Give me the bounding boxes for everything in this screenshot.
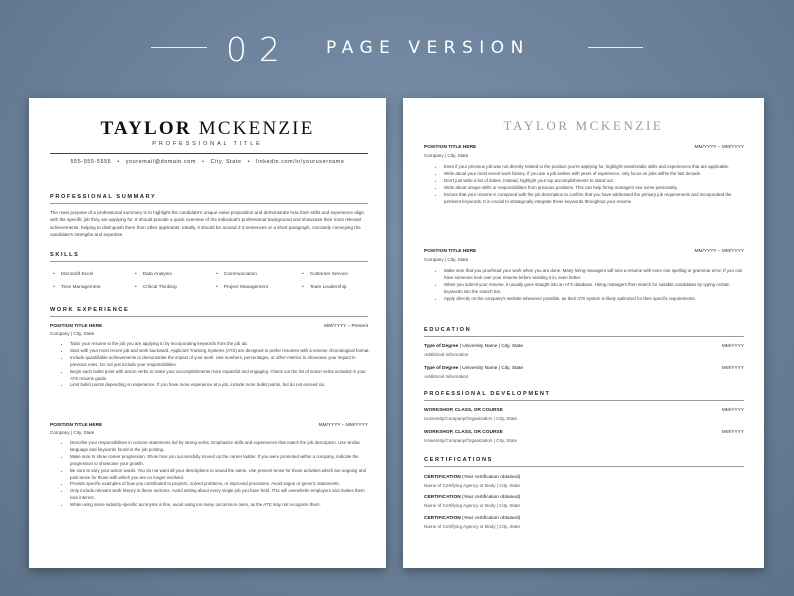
job-bullet: • Tailor your resume to the job you are applying to by incorporating keywords from the job ad.	[70, 341, 370, 348]
education-date: MM/YYYY	[721, 344, 744, 349]
job-bullet: • Even if your previous job was not directly related to the position you're applying for, highlight transferable skills and experiences that are applicable.	[444, 164, 748, 171]
certification-year: (Year certification obtained)	[460, 516, 521, 521]
last-name: MCKENZIE	[198, 118, 315, 139]
job-bullet: • Start with your most recent job and work backward. Applicant Tracking Systems (ATS) are designed to prefer resumes with a reverse chronological format.	[70, 348, 370, 355]
contact-phone: 555-555-5555	[70, 159, 112, 165]
education-additional-info: Additional Information	[424, 352, 469, 357]
section-rule	[424, 466, 744, 467]
job-bullet: • Ensure that your resume is compared with the job description to confirm that you have addressed the primary job requirements and incorporated the pertinent keywords. It is crucial to strategically integrate these keywords throughout your resume.	[444, 192, 748, 206]
job-bullets	[60, 341, 370, 389]
contact-separator: •	[247, 159, 251, 165]
job-bullet: • Be sure to vary your action words. You do not want all your descriptions to sound the same. Use present tense for those activities which are ongoing and past tense for those with which you are no longer involved.	[70, 468, 370, 482]
skill-item: • Project Management	[216, 285, 268, 290]
first-name: TAYLOR	[100, 118, 192, 139]
degree-type: Type of Degree	[424, 344, 459, 349]
job-title: POSITION TITLE HERE	[50, 324, 103, 329]
job-bullet: • Make sure that you proofread your work when you are done. Many hiring managers will toss a resume with even one spelling or grammar error. If you can have someone look over your resume before sending it in, even better.	[444, 268, 748, 282]
section-rule	[50, 316, 368, 317]
education-entry	[424, 366, 523, 371]
job-date: MM/YYYY – MM/YYYY	[694, 249, 744, 254]
skill-item: • Data Analysis	[135, 272, 172, 277]
job-date: MM/YYYY – Present	[324, 324, 368, 329]
header-left-line	[151, 47, 207, 48]
job-bullet: • Provide specific examples of how you contributed to projects, solved problems, or improved processes. Avoid vague or generic statements.	[70, 481, 370, 488]
job-bullet: • Make sure to show career progression. Show how you successfully moved up the career ladder. If you were promoted within a company, indicate the progression to showcase your growth.	[70, 454, 370, 468]
header-rule	[50, 153, 368, 154]
job-title: POSITION TITLE HERE	[424, 145, 477, 150]
degree-type: Type of Degree	[424, 366, 459, 371]
certification-agency: Name of Certifying Agency or Body | City, State	[424, 483, 521, 488]
contact-email: youremail@domain.com	[125, 159, 196, 165]
job-bullet: • Begin each bullet point with action verbs to make your accomplishments more impactful and engaging. Check out the list of action verbs included in your ATS resume guide.	[70, 369, 370, 383]
professional-title: PROFESSIONAL TITLE	[152, 141, 263, 147]
job-bullet: • Include quantifiable achievements to demonstrate the impact of your work. Use numbers, percentages, or other metrics to showcase your impact in previous roles. Do not just include your responsibilities.	[70, 355, 370, 369]
certification-title: CERTIFICATION	[424, 516, 461, 521]
job-title: POSITION TITLE HERE	[50, 423, 103, 428]
section-heading-development: PROFESSIONAL DEVELOPMENT	[424, 391, 551, 397]
skill-item: • Microsoft Excel	[53, 272, 93, 277]
university-info: | University Name | City, State	[458, 366, 524, 371]
job-bullet: • While using some industry-specific acronyms is fine, avoid using too many uncommon ones, as the ATS may not recognize them.	[70, 502, 370, 509]
certification-entry	[424, 516, 520, 521]
job-bullet: • Limit bullet points depending on experience. If you have more experience at a job, include more bullet points, but do not exceed six.	[70, 382, 370, 389]
job-bullet: • Describe your responsibilities in concise statements led by strong verbs. Emphasize skills and experiences that match the job description. Use similar language and keywords found in the job posting.	[70, 440, 370, 454]
job-bullet: • Apply directly on the company's website whenever possible, as their ATS system is likely optimized for their specific requirements.	[444, 296, 748, 303]
job-bullets	[434, 268, 748, 303]
education-date: MM/YYYY	[721, 366, 744, 371]
contact-separator: •	[117, 159, 120, 165]
job-date: MM/YYYY – MM/YYYY	[694, 145, 744, 150]
candidate-name: TAYLOR MCKENZIE	[503, 118, 664, 133]
contact-separator: •	[201, 159, 205, 165]
resume-page-two	[403, 98, 764, 568]
certification-title: CERTIFICATION	[424, 495, 461, 500]
certification-entry	[424, 475, 520, 480]
section-heading-education: EDUCATION	[424, 327, 472, 333]
page-count-number: 02	[226, 30, 292, 69]
certification-year: (Year certification obtained)	[460, 475, 521, 480]
certification-title: CERTIFICATION	[424, 475, 461, 480]
development-organization: University/Company/Organization | City, State	[424, 438, 518, 443]
development-organization: University/Company/Organization | City, State	[424, 416, 518, 421]
job-company: Company | City, State	[424, 153, 469, 158]
job-company: Company | City, State	[50, 430, 95, 435]
header-right-line	[588, 47, 643, 48]
development-date: MM/YYYY	[721, 430, 744, 435]
skill-item: • Time Management	[53, 285, 101, 290]
contact-location: City, State	[210, 159, 242, 165]
education-additional-info: Additional Information	[424, 374, 469, 379]
university-info: | University Name | City, State	[458, 344, 524, 349]
job-bullet: • Write about unique skills or responsibilities from previous positions. This can help hiring managers see some personality.	[444, 185, 748, 192]
job-company: Company | City, State	[424, 257, 469, 262]
skill-item: • Critical Thinking	[135, 285, 177, 290]
section-heading-skills: SKILLS	[50, 252, 80, 258]
job-bullet: • Don't just write a list of duties. Instead, highlight your top accomplishments to stand out.	[444, 178, 748, 185]
job-bullets	[434, 164, 748, 205]
contact-linkedin: linkedin.com/in/yourusername	[256, 159, 345, 165]
section-heading-summary: PROFESSIONAL SUMMARY	[50, 194, 157, 200]
job-company: Company | City, State	[50, 331, 95, 336]
development-date: MM/YYYY	[721, 408, 744, 413]
job-bullet: • When you submit your resume, it usually goes straight into an ATS database. Hiring managers then search for suitable candidates by typing certain keywords into the search bar.	[444, 282, 748, 296]
development-title: WORKSHOP, CLASS, OR COURSE	[424, 408, 503, 413]
certification-agency: Name of Certifying Agency or Body | City, State	[424, 524, 521, 529]
section-rule	[50, 203, 368, 204]
candidate-name	[29, 118, 386, 140]
summary-text: The main purpose of a professional summary is to highlight the candidate's unique value proposition and demonstrate how their skills and experience align with the specific job they are applying for. It should provide a quick overview of the individual's professional background and showcase their most relevant achievements, helping to distinguish them from other applicants. Ideally, it should be around 2-3 sentences or a short paragraph, concisely conveying the candidate's strengths and expertise.	[50, 210, 364, 237]
section-heading-certifications: CERTIFICATIONS	[424, 457, 493, 463]
job-bullet: • Write about your most recent work history. If you are a job seeker with years of experience, only focus on jobs within the last decade.	[444, 171, 748, 178]
section-rule	[424, 336, 744, 337]
page-version-label: PAGE VERSION	[326, 38, 530, 58]
certification-entry	[424, 495, 520, 500]
skill-item: • Communication	[216, 272, 257, 277]
certification-agency: Name of Certifying Agency or Body | City, State	[424, 503, 521, 508]
section-rule	[424, 400, 744, 401]
job-bullet: • Only include relevant work history in these sections. Avoid writing about every single job you have held. This will overwhelm employers and makes them lose interest.	[70, 488, 370, 502]
skill-item: • Customer Service	[302, 272, 348, 277]
resume-page-one	[29, 98, 386, 568]
education-entry	[424, 344, 523, 349]
section-rule	[50, 261, 368, 262]
job-bullets	[60, 440, 370, 509]
certification-year: (Year certification obtained)	[460, 495, 521, 500]
development-title: WORKSHOP, CLASS, OR COURSE	[424, 430, 503, 435]
skill-item: • Team Leadership	[302, 285, 347, 290]
job-date: MM/YYYY – MM/YYYY	[318, 423, 368, 428]
job-title: POSITION TITLE HERE	[424, 249, 477, 254]
section-heading-experience: WORK EXPERIENCE	[50, 307, 130, 313]
contact-line	[29, 159, 386, 165]
